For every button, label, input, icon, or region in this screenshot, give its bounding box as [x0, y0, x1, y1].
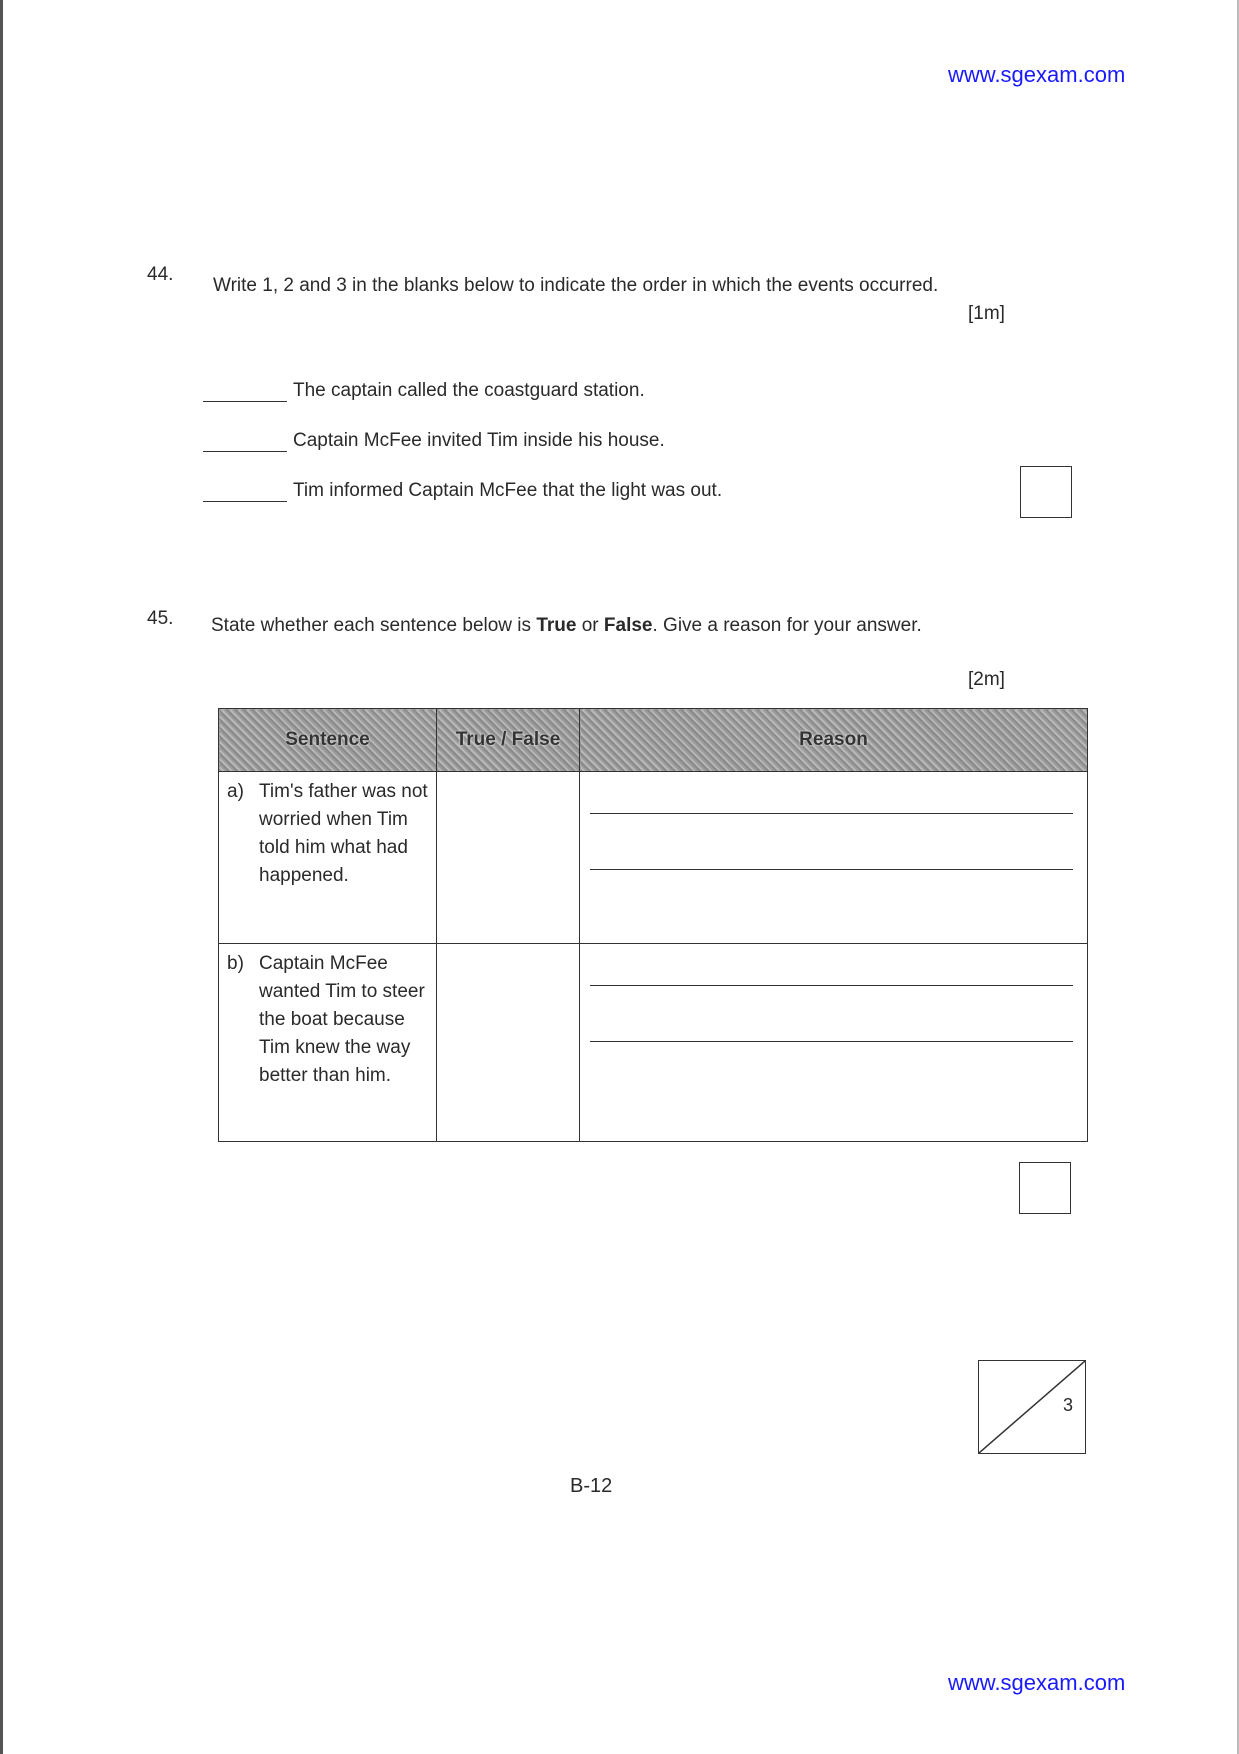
table-row — [219, 944, 1088, 1142]
table-row — [219, 772, 1088, 944]
score-box-q45[interactable] — [1019, 1162, 1071, 1214]
event-item-2 — [203, 430, 665, 452]
table-header-row — [219, 709, 1088, 772]
true-false-cell-a[interactable] — [437, 772, 580, 944]
question-45-marks: [2m] — [968, 669, 1005, 690]
false-word: False — [603, 615, 653, 636]
row-label-a: a) — [227, 781, 244, 802]
row-label-b: b) — [227, 953, 244, 974]
page-edge-left — [0, 0, 3, 1754]
watermark-top: www.sgexam.com — [948, 62, 1126, 87]
sentence-text-b: Captain McFee wanted Tim to steer the boat because Tim knew the way better than him. — [259, 953, 425, 1086]
instruction-part: State whether each sentence below is — [211, 615, 537, 636]
question-45-number: 45. — [147, 608, 174, 629]
reason-line — [590, 1040, 1073, 1042]
page-total-box — [978, 1360, 1086, 1454]
event-text-1: The captain called the coastguard station. — [293, 380, 645, 401]
sentence-cell-b — [219, 944, 437, 1142]
header-reason: Reason — [580, 709, 1088, 772]
score-box-q44[interactable] — [1020, 466, 1072, 518]
question-44-marks: [1m] — [968, 303, 1005, 324]
instruction-part: or — [576, 615, 604, 636]
reason-cell-b[interactable] — [580, 944, 1088, 1142]
header-sentence: Sentence — [219, 709, 437, 772]
instruction-part: . Give a reason for your answer. — [652, 615, 922, 636]
page-number: B-12 — [570, 1475, 613, 1497]
reason-line — [590, 868, 1073, 870]
question-44-instruction: Write 1, 2 and 3 in the blanks below to indicate the order in which the events occurred. — [213, 275, 939, 296]
reason-line — [590, 984, 1073, 986]
question-45-instruction — [211, 615, 1031, 637]
order-blank-1[interactable] — [203, 381, 287, 402]
reason-cell-a[interactable] — [580, 772, 1088, 944]
order-blank-3[interactable] — [203, 481, 287, 502]
page-total-value: 3 — [1062, 1395, 1073, 1415]
watermark-bottom: www.sgexam.com — [948, 1670, 1126, 1695]
event-text-2: Captain McFee invited Tim inside his house. — [293, 430, 665, 451]
true-false-table — [218, 708, 1088, 1142]
true-word: True — [536, 615, 577, 636]
event-text-3: Tim informed Captain McFee that the light was out. — [293, 480, 723, 501]
order-blank-2[interactable] — [203, 431, 287, 452]
event-item-1 — [203, 380, 645, 402]
event-item-3 — [203, 480, 722, 502]
question-44-number: 44. — [147, 264, 174, 285]
sentence-cell-a — [219, 772, 437, 944]
true-false-cell-b[interactable] — [437, 944, 580, 1142]
reason-line — [590, 812, 1073, 814]
sentence-text-a: Tim's father was not worried when Tim told him what had happened. — [259, 781, 428, 886]
header-true-false: True / False — [437, 709, 580, 772]
